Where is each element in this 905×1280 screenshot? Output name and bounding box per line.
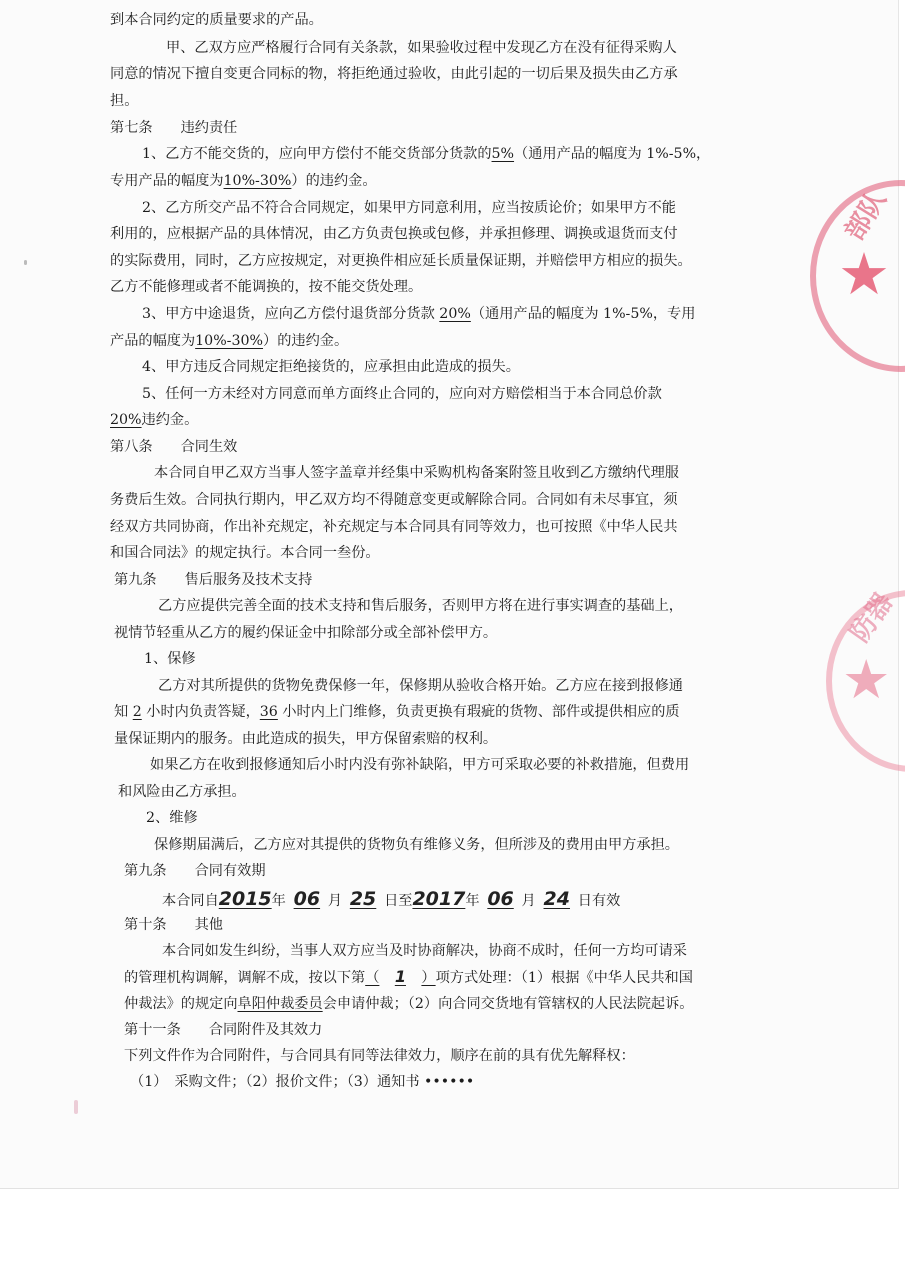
article-10-heading xyxy=(124,913,223,937)
article-title: 其他 xyxy=(194,917,223,933)
penalty-clause-3-cont: 产品的幅度为10%-30%）的违约金。 xyxy=(110,333,349,349)
article-title: 售后服务及技术支持 xyxy=(184,572,313,588)
seal-lower-star-icon: ★ xyxy=(842,648,891,711)
text-line: 下列文件作为合同附件，与合同具有同等法律效力，顺序在前的具有优先解释权： xyxy=(124,1048,635,1064)
text-line: 视情节轻重从乙方的履约保证金中扣除部分或全部补偿甲方。 xyxy=(114,625,498,641)
text-line: 经双方共同协商，作出补充规定，补充规定与本合同具有同等效力，也可按照《中华人民共 xyxy=(110,519,678,535)
article-number: 第九条 xyxy=(114,572,157,588)
text-line: 1、保修 xyxy=(144,651,196,667)
text-line: 乙方应提供完善全面的技术支持和售后服务，否则甲方将在进行事实调查的基础上， xyxy=(158,598,683,614)
start-month: 06 xyxy=(293,888,321,910)
text-line: 乙方对其所提供的货物免费保修一年，保修期从验收合格开始。乙方应在接到报修通 xyxy=(158,678,683,694)
penalty-clause-1: 1、乙方不能交货的，应向甲方偿付不能交货部分货款的5%（通用产品的幅度为 1%-5%， xyxy=(142,146,711,162)
text-line: 和国合同法》的规定执行。本合同一叁份。 xyxy=(110,545,380,561)
article-number: 第十条 xyxy=(124,917,167,933)
article-7-heading xyxy=(110,116,237,140)
termination-penalty: 20%违约金。 xyxy=(110,412,199,428)
dispute-resolution-line: 的管理机构调解，调解不成，按以下第（ 1 ）项方式处理：（1）根据《中华人民共和国 xyxy=(124,965,693,989)
dispute-option-choice: 1 xyxy=(394,967,406,986)
article-number: 第七条 xyxy=(110,120,153,136)
article-11-heading xyxy=(124,1018,322,1042)
penalty-clause-1-cont: 专用产品的幅度为10%-30%）的违约金。 xyxy=(110,173,377,189)
text-line: 2、乙方所交产品不符合合同规定，如果甲方同意利用，应当按质论价；如果甲方不能 xyxy=(142,200,676,216)
response-hours: 2 xyxy=(132,704,142,720)
text-line: 量保证期内的服务。由此造成的损失，甲方保留索赔的权利。 xyxy=(114,731,498,747)
article-9-heading xyxy=(114,568,312,592)
start-day: 25 xyxy=(349,888,377,910)
penalty-range: 10%-30% xyxy=(223,173,292,189)
repair-response-line: 知 2 小时内负责答疑，36 小时内上门维修，负责更换有瑕疵的货物、部件或提供相应的质 xyxy=(114,704,680,720)
text-line: 甲、乙双方应严格履行合同有关条款，如果验收过程中发现乙方在没有征得采购人 xyxy=(166,40,677,56)
scan-mark xyxy=(24,260,27,265)
seal-upper-star-icon: ★ xyxy=(838,240,890,308)
penalty-clause-3: 3、甲方中途退货，应向乙方偿付退货部分货款 20%（通用产品的幅度为 1%-5%，专用 xyxy=(142,306,696,322)
article-title: 合同生效 xyxy=(180,439,238,455)
article-9b-heading xyxy=(124,859,266,883)
attachments-list: （1） 采购文件；（2）报价文件；（3）通知书 •••••• xyxy=(130,1074,475,1090)
article-number: 第八条 xyxy=(110,439,153,455)
article-number: 第十一条 xyxy=(124,1022,181,1038)
text-line: 保修期届满后，乙方应对其提供的货物负有维修义务，但所涉及的费用由甲方承担。 xyxy=(154,837,679,853)
onsite-hours: 36 xyxy=(259,704,278,720)
text-line: 的实际费用，同时，乙方应按规定，对更换件相应延长质量保证期，并赔偿甲方相应的损失。 xyxy=(110,253,692,269)
end-year: 2017 xyxy=(412,888,466,910)
text-line: 和风险由乙方承担。 xyxy=(118,784,246,800)
seal-lower-text: 防器 xyxy=(844,588,900,648)
text-line: 本合同自甲乙双方当事人签字盖章并经集中采购机构备案附签且收到乙方缴纳代理服 xyxy=(154,465,679,481)
text-line: 担。 xyxy=(110,93,139,109)
scan-mark xyxy=(74,1100,78,1114)
text-line: 到本合同约定的质量要求的产品。 xyxy=(110,12,323,28)
text-line: 乙方不能修理或者不能调换的，按不能交货处理。 xyxy=(110,279,423,295)
seal-upper-text: 部队 xyxy=(839,185,893,246)
start-year: 2015 xyxy=(218,888,272,910)
text-line: 利用的，应根据产品的具体情况，由乙方负责包换或包修，并承担修理、调换或退货而支付 xyxy=(110,226,678,242)
article-title: 合同有效期 xyxy=(194,863,266,879)
article-number: 第九条 xyxy=(124,863,167,879)
end-month: 06 xyxy=(487,888,514,910)
article-8-heading xyxy=(110,435,237,459)
termination-penalty-rate: 20% xyxy=(110,412,142,428)
text-line: 如果乙方在收到报修通知后小时内没有弥补缺陷，甲方可采取必要的补救措施，但费用 xyxy=(150,757,690,773)
text-line: 4、甲方违反合同规定拒绝接货的，应承担由此造成的损失。 xyxy=(142,359,520,375)
end-day: 24 xyxy=(543,888,570,910)
text-line: 2、维修 xyxy=(146,810,198,826)
arbitration-body: 阜阳仲裁委员 xyxy=(237,996,323,1012)
text-line: 本合同如发生纠纷，当事人双方应当及时协商解决，协商不成时，任何一方均可请采 xyxy=(162,943,687,959)
return-penalty-range: 10%-30% xyxy=(195,333,264,349)
text-line: 同意的情况下擅自变更合同标的物，将拒绝通过验收，由此引起的一切后果及损失由乙方承 xyxy=(110,66,678,82)
article-title: 合同附件及其效力 xyxy=(208,1022,323,1038)
return-penalty-rate: 20% xyxy=(439,306,471,322)
validity-period-line: 本合同自2015年 06 月 25 日至2017年 06 月 24 日有效 xyxy=(162,884,620,914)
article-title: 违约责任 xyxy=(180,120,238,136)
text-line: 5、任何一方未经对方同意而单方面终止合同的，应向对方赔偿相当于本合同总价款 xyxy=(142,386,662,402)
text-line: 务费后生效。合同执行期内，甲乙双方均不得随意变更或解除合同。合同如有未尽事宜，须 xyxy=(110,492,678,508)
penalty-rate: 5% xyxy=(491,146,515,162)
arbitration-line: 仲裁法》的规定向阜阳仲裁委员会申请仲裁；（2）向合同交货地有管辖权的人民法院起诉。 xyxy=(124,996,694,1012)
